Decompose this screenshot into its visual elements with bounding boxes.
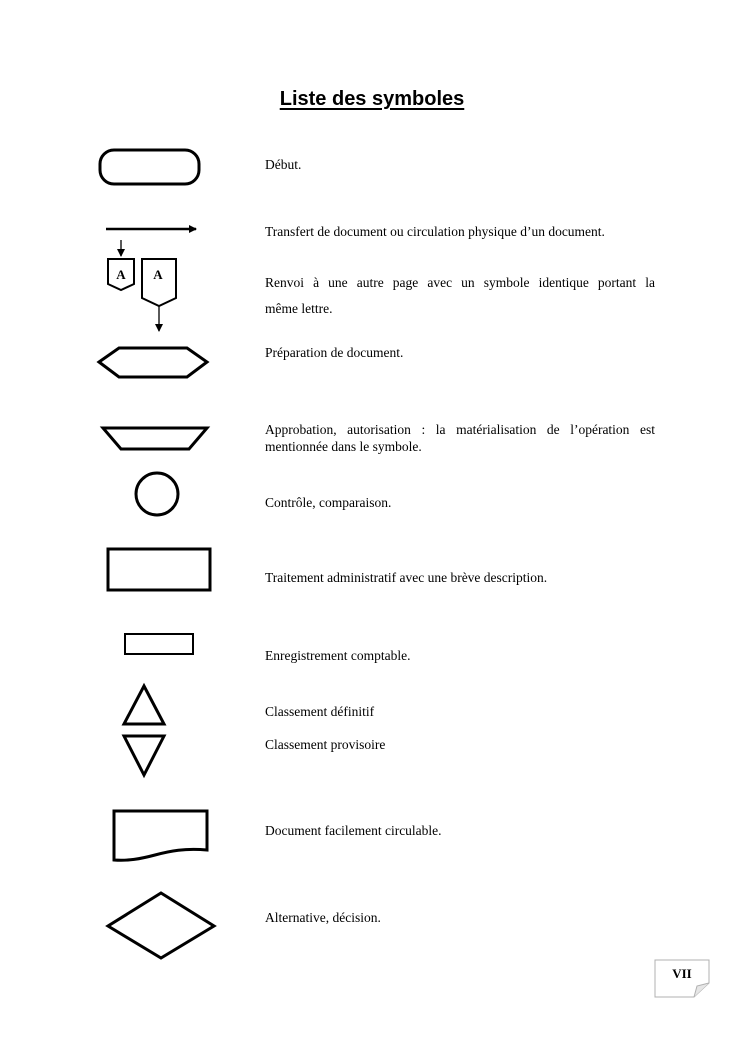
connector-letter-left: A	[116, 267, 126, 282]
classement-definitif-description: Classement définitif	[265, 704, 375, 719]
approbation-description-line1: Approbation, autorisation : la matérialisation de l’opération est	[265, 422, 655, 437]
transfert-description: Transfert de document ou circulation physique d’un document.	[265, 224, 605, 239]
renvoi-symbol	[108, 240, 176, 331]
classement-provisoire-description: Classement provisoire	[265, 737, 386, 752]
enregistrement-description: Enregistrement comptable.	[265, 648, 411, 663]
debut-description: Début.	[265, 157, 302, 172]
classement-definitif-triangle-symbol	[124, 686, 164, 724]
renvoi-description-line1: Renvoi à une autre page avec un symbole identique portant la	[265, 275, 655, 290]
renvoi-description-line2: même lettre.	[265, 301, 333, 316]
classement-provisoire-triangle-symbol	[124, 736, 164, 775]
document-symbol	[114, 811, 207, 860]
alternative-description: Alternative, décision.	[265, 910, 381, 925]
enregistrement-rectangle-symbol	[125, 634, 193, 654]
controle-description: Contrôle, comparaison.	[265, 495, 392, 510]
connector-letter-right: A	[153, 267, 163, 282]
traitement-description: Traitement administratif avec une brève description.	[265, 570, 548, 585]
preparation-hexagon-symbol	[99, 348, 207, 377]
traitement-rectangle-symbol	[108, 549, 210, 590]
document-description: Document facilement circulable.	[265, 823, 442, 838]
page-title: Liste des symboles	[279, 88, 465, 110]
approbation-description-line2: mentionnée dans le symbole.	[265, 439, 422, 454]
alternative-diamond-symbol	[108, 893, 214, 958]
preparation-description: Préparation de document.	[265, 345, 404, 360]
debut-symbol	[100, 150, 199, 184]
page-number: VII	[672, 966, 692, 981]
controle-circle-symbol	[136, 473, 178, 515]
approbation-trapezoid-symbol	[103, 428, 207, 449]
